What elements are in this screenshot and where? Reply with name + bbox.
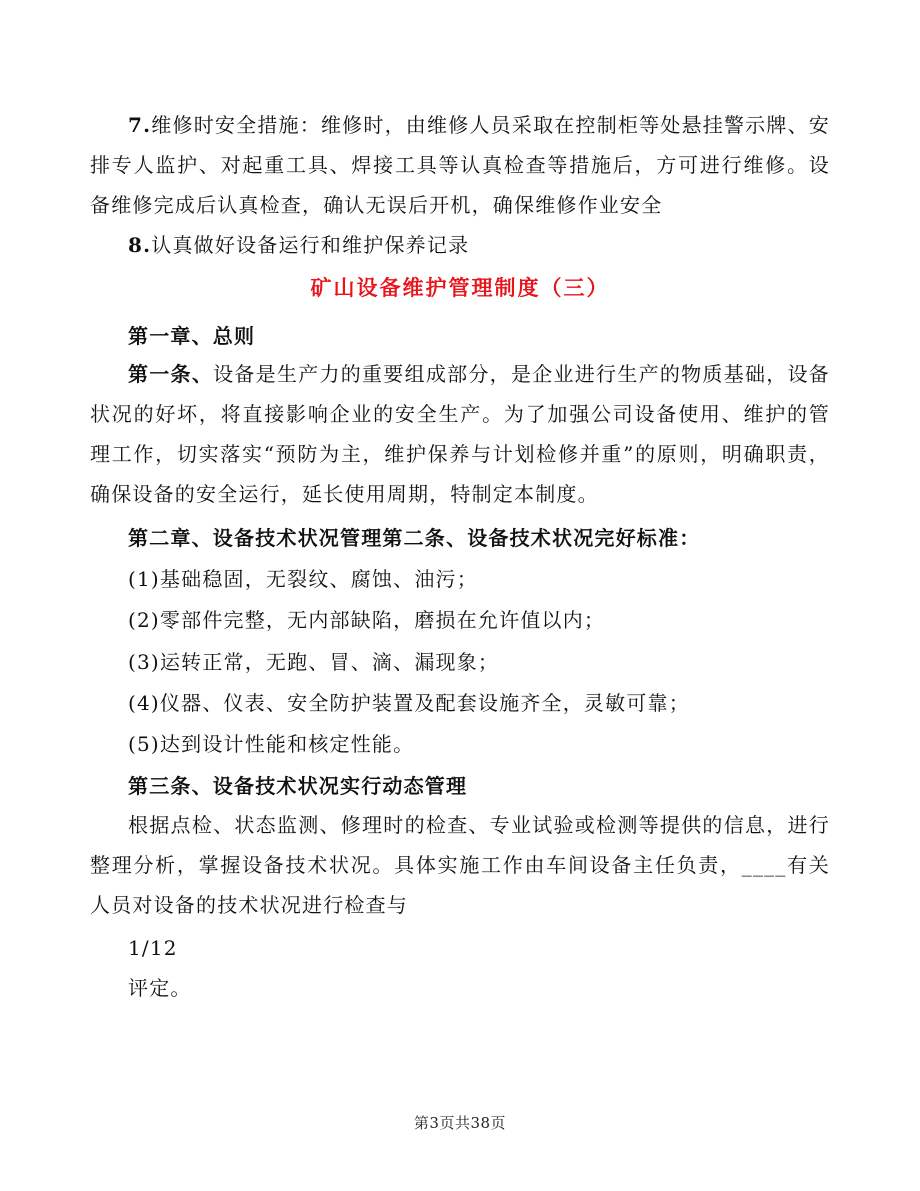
standard-item: (5)达到设计性能和核定性能。 bbox=[128, 732, 415, 756]
section-7-text: 维修时安全措施：维修时，由维修人员采取在控制柜等处悬挂警示牌、安排专人监护、对起重工具、焊接工具等认真检查等措施后，方可进行维修。设备维修完成后认真检查，确认无误后开机，确保维修作业安全 bbox=[90, 113, 830, 217]
inline-page-marker: 1/12 bbox=[128, 936, 178, 960]
article-1-paragraph bbox=[90, 354, 830, 514]
chapter-2-heading: 第二章、设备技术状况管理第二条、设备技术状况完好标准： bbox=[128, 526, 701, 550]
standard-item: (4)仪器、仪表、安全防护装置及配套设施齐全，灵敏可靠； bbox=[128, 691, 690, 715]
article-3-heading: 第三条、设备技术状况实行动态管理 bbox=[128, 774, 468, 798]
section-8-number: 8. bbox=[128, 233, 152, 257]
page-footer: 第3页共38页 bbox=[413, 1114, 507, 1132]
section-7-number: 7. bbox=[128, 113, 152, 137]
article-1-text: 设备是生产力的重要组成部分，是企业进行生产的物质基础，设备状况的好坏，将直接影响企业的安全生产。为了加强公司设备使用、维护的管理工作，切实落实“预防为主，维护保养与计划检修并重”的原则，明确职责，确保设备的安全运行，延长使用周期，特制定本制度。 bbox=[90, 362, 830, 506]
section-8-paragraph bbox=[128, 225, 828, 265]
document-title: 矿山设备维护管理制度（三） bbox=[310, 275, 610, 300]
standard-item: (2)零部件完整，无内部缺陷，磨损在允许值以内； bbox=[128, 608, 606, 632]
article-1-lead: 第一条、 bbox=[128, 362, 214, 386]
article-3-paragraph: 根据点检、状态监测、修理时的检查、专业试验或检测等提供的信息，进行整理分析，掌握设备技术状况。具体实施工作由车间设备主任负责，____有关人员对设备的技术状况进行检查与 bbox=[90, 813, 830, 917]
section-8-text: 认真做好设备运行和维护保养记录 bbox=[151, 233, 470, 257]
chapter-1-heading: 第一章、总则 bbox=[128, 324, 256, 348]
continuation-text: 评定。 bbox=[128, 976, 192, 1000]
standard-item: (3)运转正常，无跑、冒、滴、漏现象； bbox=[128, 650, 500, 674]
section-7-paragraph bbox=[90, 105, 830, 225]
standard-item: (1)基础稳固，无裂纹、腐蚀、油污； bbox=[128, 567, 478, 591]
